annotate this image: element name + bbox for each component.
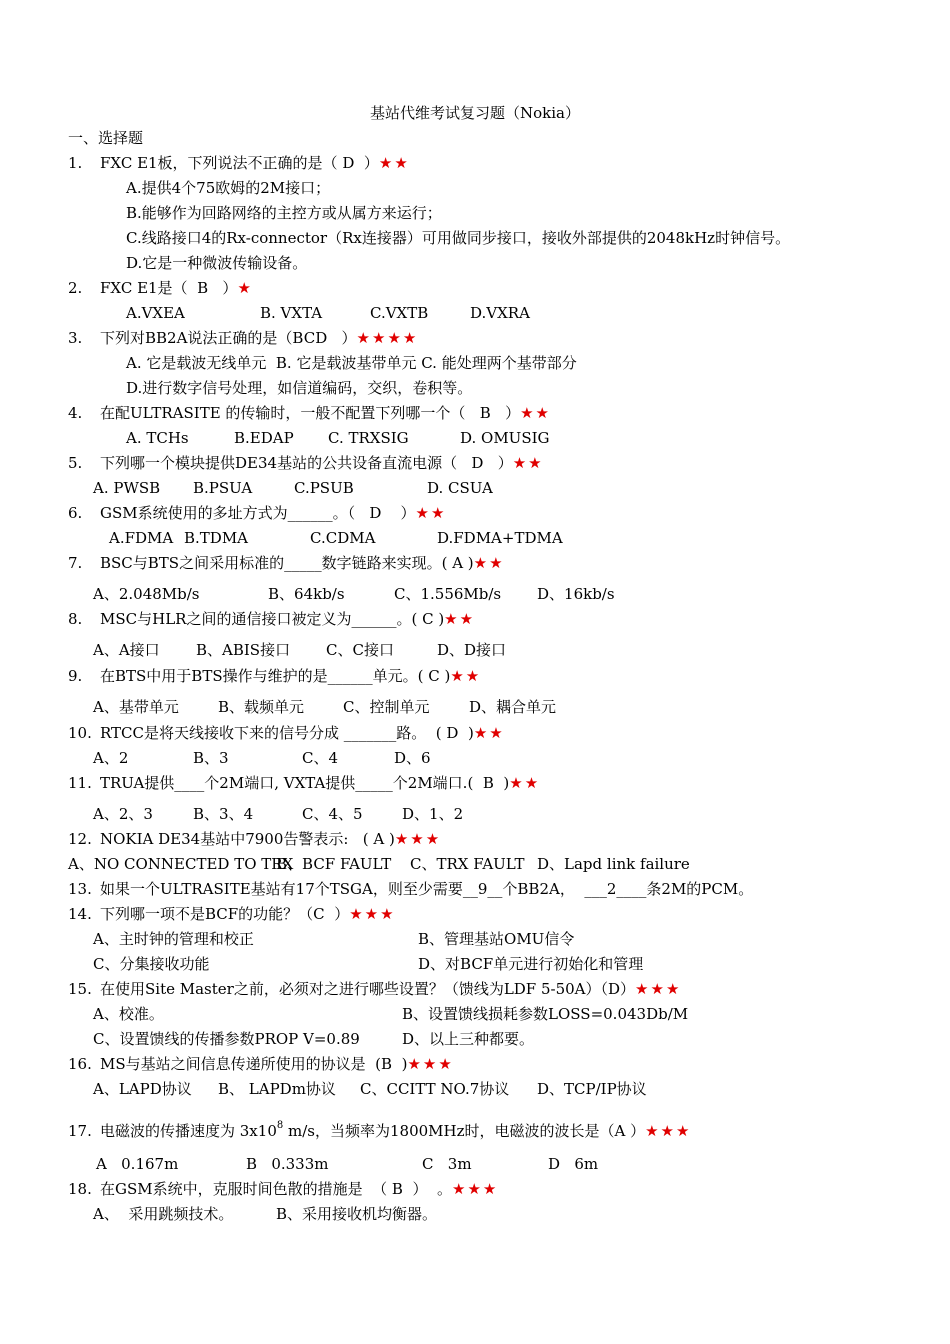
option: B、设置馈线损耗参数LOSS=0.043Db/M	[402, 1005, 689, 1023]
option: C、1.556Mb/s	[394, 585, 502, 603]
question-text: FXC E1板，下列说法不正确的是（ D ）	[100, 154, 379, 172]
difficulty-stars: ★★	[444, 610, 476, 628]
option: C 3m	[422, 1155, 472, 1173]
option: A、LAPD协议	[93, 1080, 192, 1098]
option: A 0.167m	[96, 1155, 179, 1173]
option: B.PSUA	[193, 479, 253, 497]
question-number: 15.	[68, 980, 92, 998]
option: A、主时钟的管理和校正	[93, 930, 254, 948]
question-number: 14.	[68, 905, 92, 923]
option: D. OMUSIG	[460, 429, 550, 447]
option: D、TCP/IP协议	[537, 1080, 647, 1098]
question-text: MS与基站之间信息传递所使用的协议是 (B )	[100, 1055, 408, 1073]
option: B.TDMA	[184, 529, 249, 547]
option: D.VXRA	[470, 304, 530, 322]
option: A、基带单元	[93, 698, 179, 716]
option: C、分集接收功能	[93, 955, 210, 973]
question-text: 在使用Site Master之前，必须对之进行哪些设置？（馈线为LDF 5-50A）（D）	[100, 980, 636, 998]
question-text: TRUA提供____个2M端口, VXTA提供_____个2M端口.( B )	[100, 774, 510, 792]
option: C.VXTB	[370, 304, 429, 322]
option: A、NO CONNECTED TO TRX	[68, 855, 294, 873]
question-17	[68, 1121, 691, 1144]
difficulty-stars: ★	[237, 279, 253, 297]
question-text: NOKIA DE34基站中7900告警表示: ( A )	[100, 830, 395, 848]
option: A、2	[93, 749, 129, 767]
option: C、C接口	[326, 641, 394, 659]
question-number: 2.	[68, 279, 83, 297]
question-9	[68, 666, 481, 686]
difficulty-stars: ★★★	[407, 1055, 454, 1073]
option: C.线路接口4的Rx-connector（Rx连接器）可用做同步接口，接收外部提供的2048kHz时钟信号。	[126, 229, 791, 247]
question-number: 9.	[68, 667, 83, 685]
question-7	[68, 553, 505, 573]
option: D 6m	[548, 1155, 599, 1173]
question-text: MSC与HLR之间的通信接口被定义为______。( C )	[100, 610, 445, 628]
option: B.EDAP	[234, 429, 294, 447]
difficulty-stars: ★★	[473, 724, 505, 742]
option: C、TRX FAULT	[410, 855, 525, 873]
option: A、 采用跳频技术。	[93, 1205, 234, 1223]
option: D、D接口	[437, 641, 507, 659]
option: C、4	[302, 749, 339, 767]
question-2	[68, 278, 253, 298]
question-number: 11.	[68, 774, 92, 792]
question-number: 17.	[68, 1122, 92, 1140]
question-number: 7.	[68, 554, 83, 572]
exponent: 8	[276, 1120, 284, 1131]
option: C.CDMA	[310, 529, 376, 547]
question-number: 12.	[68, 830, 92, 848]
question-text: 电磁波的传播速度为 3x10	[100, 1122, 277, 1140]
option: D.进行数字信号处理，如信道编码，交织，卷积等。	[126, 379, 473, 397]
difficulty-stars: ★★	[509, 774, 541, 792]
option: A、2、3	[93, 805, 153, 823]
option: D、耦合单元	[469, 698, 557, 716]
difficulty-stars: ★★	[520, 404, 551, 422]
question-number: 16.	[68, 1055, 92, 1073]
difficulty-stars: ★★	[415, 504, 447, 522]
question-text: GSM系统使用的多址方式为______。（ D ）	[100, 504, 416, 522]
option: D、1、2	[402, 805, 464, 823]
option: D、对BCF单元进行初始化和管理	[418, 955, 644, 973]
option: D、以上三种都要。	[402, 1030, 535, 1048]
option: B、载频单元	[218, 698, 305, 716]
option: A. PWSB	[93, 479, 161, 497]
difficulty-stars: ★★	[378, 154, 410, 172]
option: B、3	[193, 749, 229, 767]
difficulty-stars: ★★★	[645, 1122, 692, 1140]
option: A.FDMA	[109, 529, 174, 547]
question-text: 在GSM系统中，克服时间色散的措施是 （ B ） 。	[100, 1180, 453, 1198]
question-number: 5.	[68, 454, 83, 472]
difficulty-stars: ★★	[450, 667, 482, 685]
page-title: 基站代维考试复习题（Nokia）	[370, 104, 580, 122]
difficulty-stars: ★★★	[349, 905, 396, 923]
question-6	[68, 503, 446, 523]
option: B.能够作为回路网络的主控方或从属方来运行；	[126, 204, 442, 222]
difficulty-stars: ★★★	[452, 1180, 499, 1198]
question-number: 10.	[68, 724, 92, 742]
option: D. CSUA	[427, 479, 493, 497]
difficulty-stars: ★★	[512, 454, 544, 472]
question-8	[68, 609, 475, 629]
option: B 0.333m	[246, 1155, 329, 1173]
question-number: 8.	[68, 610, 83, 628]
question-text: 在配ULTRASITE 的传输时，一般不配置下列哪一个（ B ）	[100, 404, 521, 422]
option: A.VXEA	[126, 304, 185, 322]
option: B、管理基站OMU信令	[418, 930, 575, 948]
question-number: 18.	[68, 1180, 92, 1198]
question-16	[68, 1054, 454, 1074]
option: D、Lapd link failure	[537, 855, 690, 873]
option: C、CCITT NO.7协议	[360, 1080, 510, 1098]
question-text: BSC与BTS之间采用标准的_____数字链路来实现。( A )	[100, 554, 474, 572]
section-heading: 一、选择题	[68, 129, 144, 147]
option: B、ABIS接口	[196, 641, 291, 659]
question-text: FXC E1是（ B ）	[100, 279, 238, 297]
question-1	[68, 153, 410, 173]
question-text: RTCC是将天线接收下来的信号分成 _______路。 ( D )	[100, 724, 474, 742]
question-number: 6.	[68, 504, 83, 522]
question-number: 3.	[68, 329, 83, 347]
question-13	[68, 879, 753, 899]
question-15	[68, 979, 681, 999]
question-number: 4.	[68, 404, 83, 422]
option: A、A接口	[93, 641, 160, 659]
option: B、采用接收机均衡器。	[276, 1205, 438, 1223]
option: D.它是一种微波传输设备。	[126, 254, 308, 272]
difficulty-stars: ★★	[473, 554, 505, 572]
question-number: 13.	[68, 880, 92, 898]
option: A、2.048Mb/s	[93, 585, 200, 603]
option: C、设置馈线的传播参数PROP V=0.89	[93, 1030, 360, 1048]
option: A.提供4个75欧姆的2M接口；	[126, 179, 331, 197]
option: B、3、4	[193, 805, 254, 823]
question-3	[68, 328, 418, 348]
question-14	[68, 904, 396, 924]
question-11	[68, 773, 540, 793]
option: B、 LAPDm协议	[218, 1080, 336, 1098]
option: A. 它是载波无线单元 B. 它是载波基带单元 C. 能处理两个基带部分	[126, 354, 577, 372]
option: D.FDMA+TDMA	[437, 529, 563, 547]
option: D、16kb/s	[537, 585, 615, 603]
difficulty-stars: ★★★★	[356, 329, 419, 347]
difficulty-stars: ★★★	[394, 830, 442, 848]
question-4	[68, 403, 551, 423]
option: B、64kb/s	[268, 585, 345, 603]
question-number: 1.	[68, 154, 83, 172]
difficulty-stars: ★★★	[635, 980, 682, 998]
question-12	[68, 829, 441, 849]
option: C、4、5	[302, 805, 363, 823]
question-text: 如果一个ULTRASITE基站有17个TSGA，则至少需要__9__个BB2A， ___2____条2M的PCM。	[100, 880, 754, 898]
question-text-cont: m/s，当频率为1800MHz时，电磁波的波长是（A ）	[283, 1122, 646, 1140]
option: C、控制单元	[343, 698, 430, 716]
question-18	[68, 1179, 498, 1199]
option: C.PSUB	[294, 479, 354, 497]
question-text: 下列哪一个模块提供DE34基站的公共设备直流电源（ D ）	[100, 454, 513, 472]
option: A. TCHs	[126, 429, 189, 447]
question-5	[68, 453, 544, 473]
question-text: 下列对BB2A说法正确的是（BCD ）	[100, 329, 357, 347]
option: A、校准。	[93, 1005, 164, 1023]
question-text: 下列哪一项不是BCF的功能？（C ）	[100, 905, 350, 923]
option: B. VXTA	[260, 304, 323, 322]
question-10	[68, 723, 505, 743]
option: C. TRXSIG	[328, 429, 409, 447]
question-text: 在BTS中用于BTS操作与维护的是______单元。( C )	[100, 667, 451, 685]
option: B、BCF FAULT	[276, 855, 392, 873]
option: D、6	[394, 749, 431, 767]
